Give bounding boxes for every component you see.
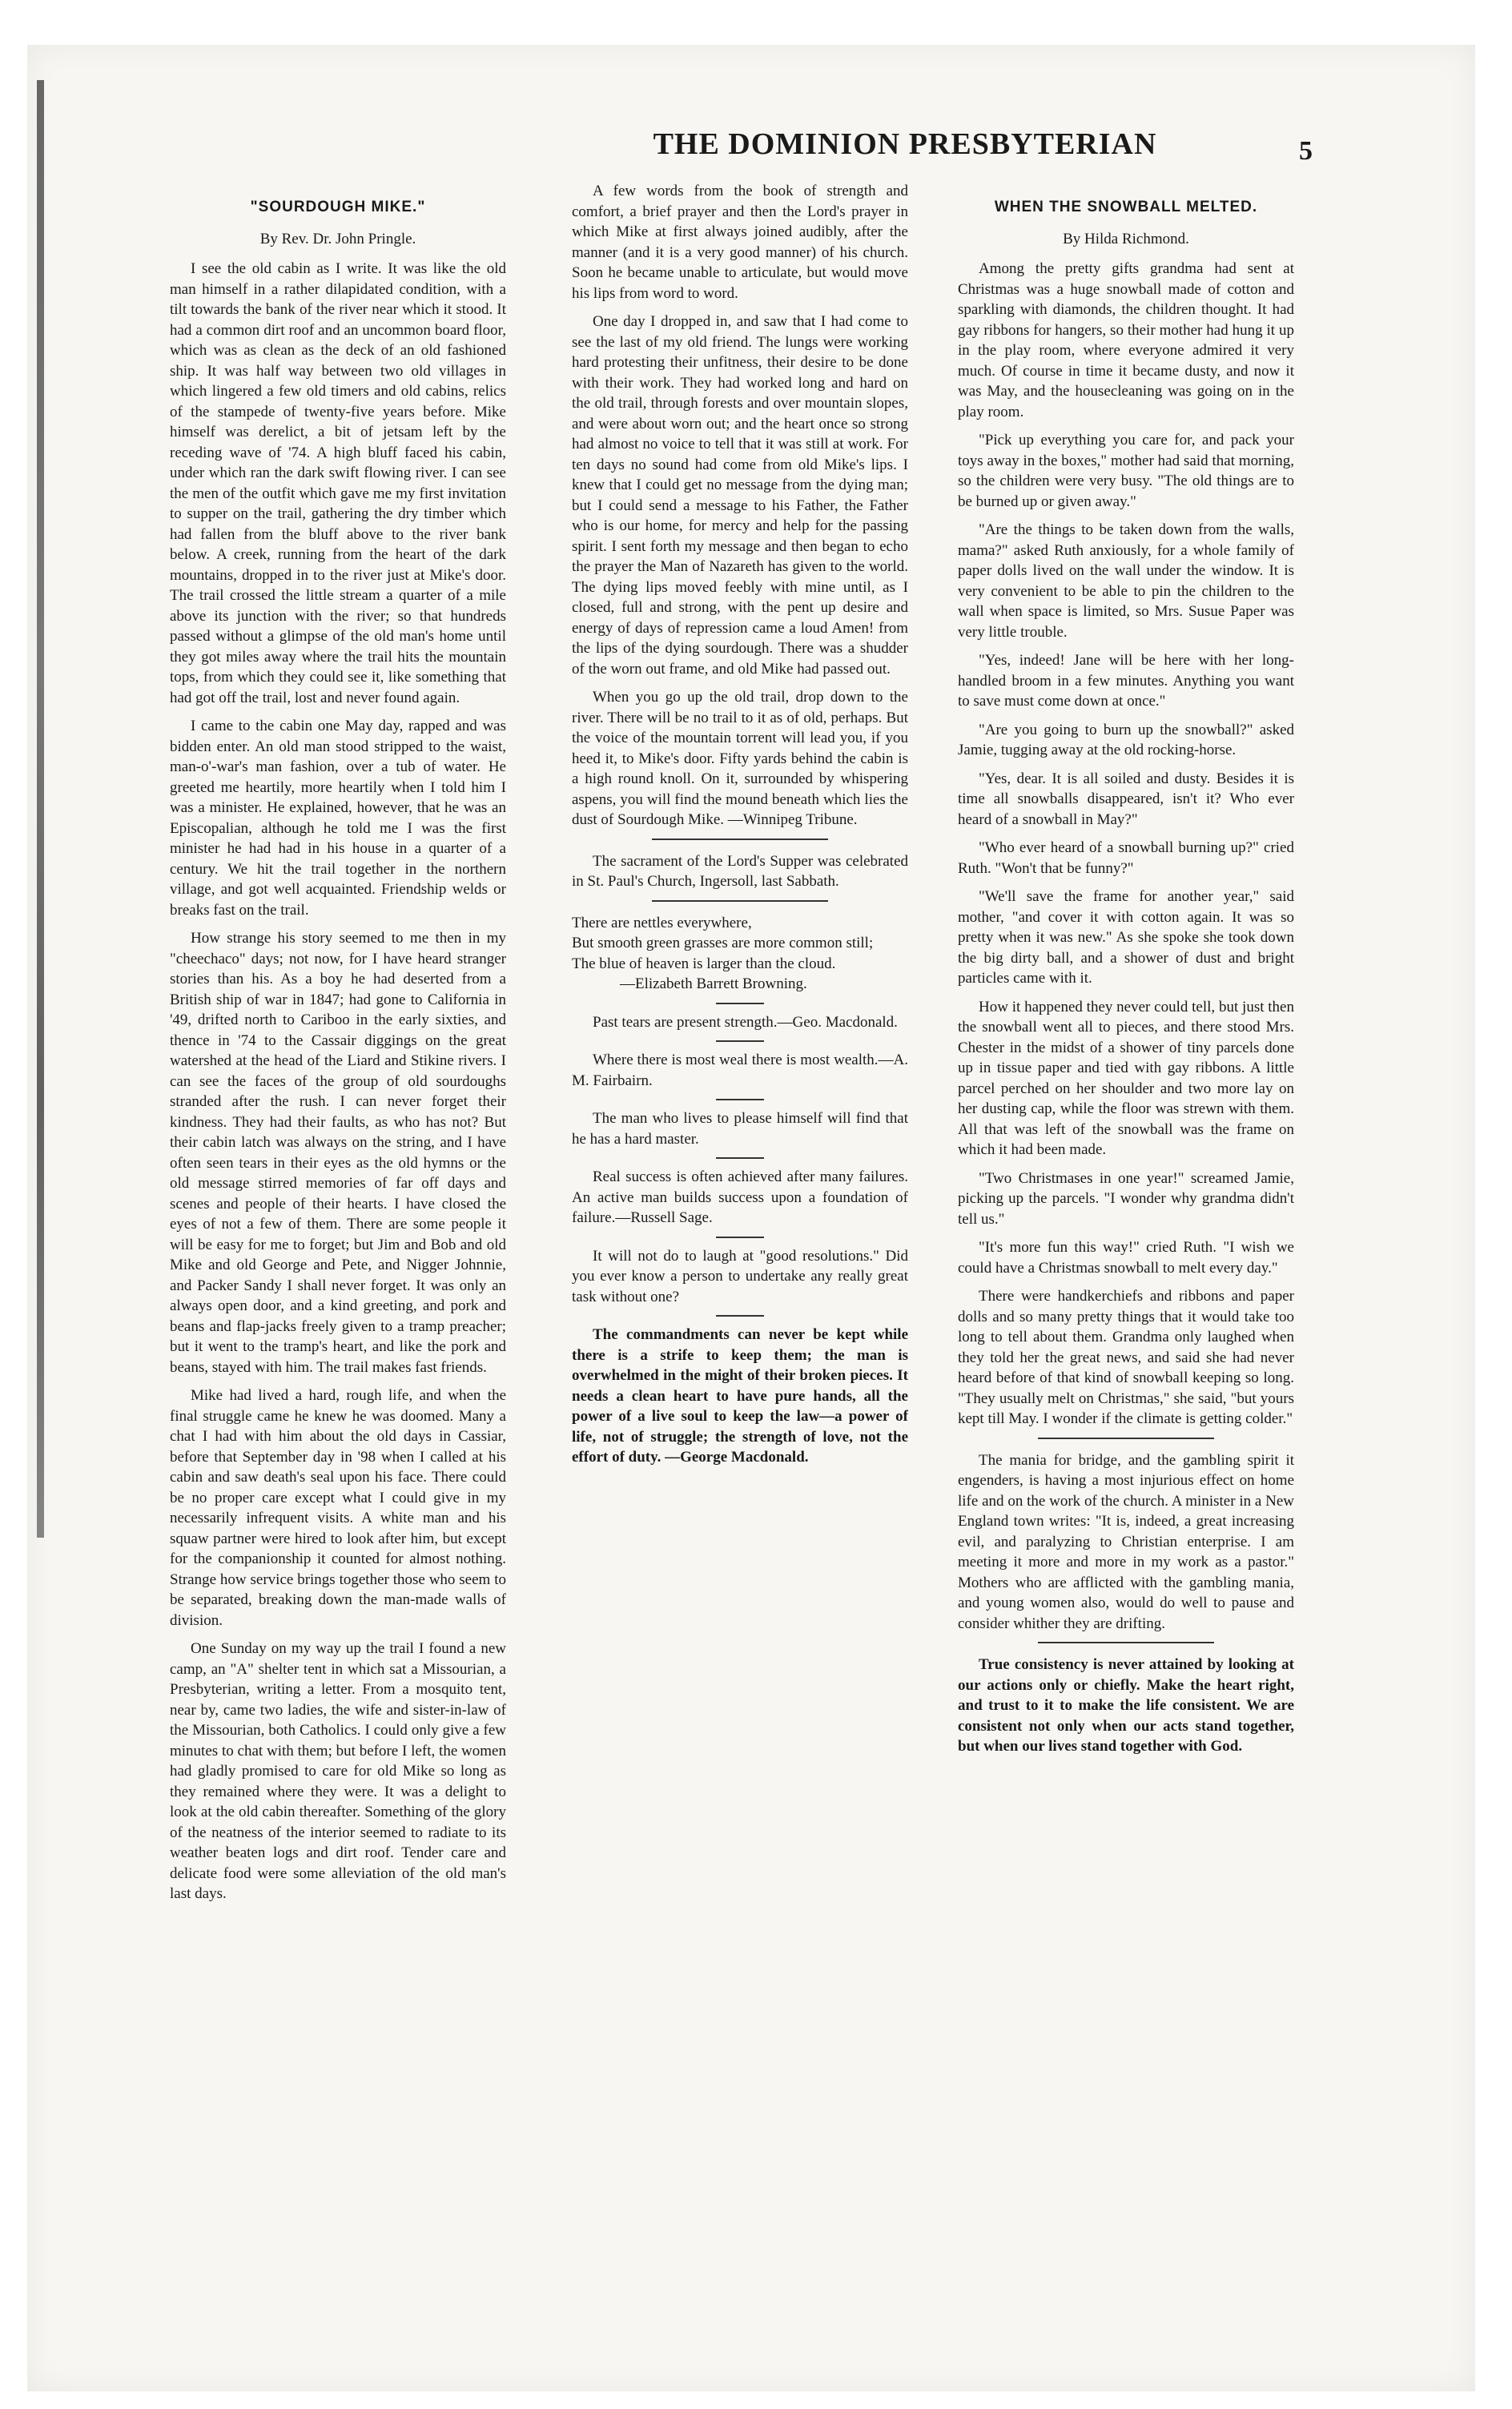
quote-item: It will not do to laugh at "good resolutions." Did you ever know a person to undertake any really great task without one? bbox=[572, 1247, 908, 1305]
column-right bbox=[958, 181, 1294, 2231]
column-middle bbox=[572, 181, 908, 2231]
section-divider bbox=[716, 1099, 764, 1100]
poem-attribution: —Elizabeth Barrett Browning. bbox=[620, 975, 807, 992]
section-divider bbox=[716, 1237, 764, 1238]
quote-item: Where there is most weal there is most wealth.—A. M. Fairbairn. bbox=[572, 1052, 908, 1089]
paragraph: "Yes, indeed! Jane will be here with her long-handled broom in a few minutes. Anything you want to save must come down at once." bbox=[958, 652, 1294, 710]
paragraph: Among the pretty gifts grandma had sent at Christmas was a huge snowball made of cotton and sparkling with diamonds, the children thought. It had gay ribbons for hangers, so their mother had hung it up in the play room, where everyone admired it very much. Of course in time it became dusty, and now it was May, and the housecleaning was going on in the play room. bbox=[958, 260, 1294, 420]
paragraph: One day I dropped in, and saw that I had come to see the last of my old friend. The lungs were working hard protesting their unfitness, their desire to be done with their work. They had worked long and hard on the old trail, through forests and over mountain slopes, and were about worn out; and the heart once so strong had almost no voice to tell that it was still at work. For ten days no sound had come from old Mike's lips. I knew that I could get no message from the dying man; but I could send a message to his Father, the Father who is our home, for mercy and help for the passing spirit. I sent forth my message and then began to echo the prayer the Man of Nazareth has given to the world. The dying lips moved feebly with mine until, as I closed, full and strong, with the pent up desire and energy of days of repression came a loud Amen! from the lips of the dying sourdough. There was a shudder of the worn out frame, and old Mike had passed out. bbox=[572, 313, 908, 678]
page-number: 5 bbox=[1299, 136, 1313, 166]
paragraph: How it happened they never could tell, but just then the snowball went all to pieces, and there stood Mrs. Chester in the midst of a shower of tiny parcels done up in tissue paper and tied with gay ribbons. A little parcel perched on her shoulder and two more lay on her dusting cap, while the floor was strewn with them. All that was left of the snowball was the frame on which it had been made. bbox=[958, 998, 1294, 1158]
news-item-consistency: True consistency is never attained by looking at our actions only or chiefly. Make the heart right, and trust to it to make the life consistent. We are consistent not only when our acts stand together, but when our lives stand together with God. bbox=[958, 1656, 1294, 1755]
paragraph: "It's more fun this way!" cried Ruth. "I wish we could have a Christmas snowball to melt every day." bbox=[958, 1239, 1294, 1277]
poem-line: But smooth green grasses are more common still; bbox=[572, 935, 874, 951]
poem-line: The blue of heaven is larger than the cloud. bbox=[572, 955, 836, 972]
paragraph: I see the old cabin as I write. It was like the old man himself in a rather dilapidated condition, with a tilt towards the bank of the river near which it stood. It had a common dirt roof and an uncommon board floor, which was as clean as the deck of an old fashioned ship. It was half way between two old villages in which lingered a few old timers and old cabins, relics of the stampede of twenty-five years before. Mike himself was derelict, a bit of jetsam left by the receding wave of '74. A high bluff faced his cabin, under which ran the dark swift flowing river. I can see the men of the outfit which gave me my first invitation to supper on the trail, gathering the dry timber which had fallen from the bluff above to the river bank below. A creek, running from the heart of the dark mountains, dropped in to the river just at Mike's door. The trail crossed the little stream a quarter of a mile above its junction with the river; so that hundreds passed without a glimpse of the old man's home until they got miles away where the trail hits the mountain tops, from which they could see it, like something that had got off the trail, lost and never found again. bbox=[170, 260, 506, 706]
paragraph: One Sunday on my way up the trail I found a new camp, an "A" shelter tent in which sat a Missourian, a Presbyterian, writing a letter. From a mosquito tent, near by, came two ladies, the wife and sister-in-law of the Missourian, both Catholics. I could only give a few minutes to chat with them; but before I left, the women had gladly promised to care for old Mike so long as they remained where they were. It was a delight to look at the old cabin thereafter. Something of the glory of the neatness of the interior seemed to radiate to its weather beaten logs and dirt roof. Tender care and delicate food were some alleviation of the old man's last days. bbox=[170, 1640, 506, 1902]
section-divider bbox=[652, 839, 828, 840]
paragraph: I came to the cabin one May day, rapped and was bidden enter. An old man stood stripped to the waist, man-o'-war's man fashion, over a tub of water. He greeted me heartily, more heartily when I told him I was a minister. He explained, however, that he was an Episcopalian, although he told me I was the first minister he had had in his house in a quarter of a century. We hit the trail together in the northern village, and got well acquainted. Friendship welds or breaks fast on the trail. bbox=[170, 718, 506, 919]
paragraph: How strange his story seemed to me then in my "cheechaco" days; not now, for I have heard stranger stories than his. As a boy he had deserted from a British ship of war in 1847; had gone to California in '49, drifted north to Cariboo in the early sixties, and thence in '74 to the Cassair diggings on the great watershed at the head of the Liard and Stikine rivers. I can see the faces of the group of old sourdoughs stranded after the rush. I can never forget their kindness. They had their faults, as who has not? But their cabin latch was always on the string, and I have often seen tears in their eyes as the old hymns or the old message stirred memories of far off days and scenes and people of their hearts. I have closed the eyes of not a few of them. There are some people it will be easy for me to forget; but Jim and Bob and old Mike and old George and Pete, and Nigger Johnnie, and Packer Sandy I shall never forget. It was only an always open door, and a kind greeting, and pork and beans and flap-jacks freely given to a tramp preacher; but it went to the tramp's heart, and like the pork and beans, stayed with him. The trail makes fast friends. bbox=[170, 930, 506, 1376]
article-byline: By Rev. Dr. John Pringle. bbox=[259, 230, 416, 247]
section-divider bbox=[716, 1040, 764, 1042]
paragraph: When you go up the old trail, drop down to the river. There will be no trail to it as of old, perhaps. But the voice of the mountain torrent will lead you, if you heed it, to Mike's door. Fifty yards behind the cabin is a high round knoll. On it, surrounded by whispering aspens, you will find the mound beneath which lies the dust of Sourdough Mike. —Winnipeg Tribune. bbox=[572, 689, 908, 828]
quote-item: The man who lives to please himself will find that he has a hard master. bbox=[572, 1110, 908, 1148]
article-title-snowball: WHEN THE SNOWBALL MELTED. bbox=[994, 199, 1258, 215]
paragraph: "Who ever heard of a snowball burning up?" cried Ruth. "Won't that be funny?" bbox=[958, 839, 1294, 877]
section-divider bbox=[716, 1157, 764, 1159]
paragraph: There were handkerchiefs and ribbons and paper dolls and so many pretty things that it would take too long to tell about them. Grandma only laughed when they told her the great news, and said she had never heard before of that kind of snowball keeping so long. "They usually melt on Christmas," she said, "but yours kept till May. I wonder if the climate is getting colder." bbox=[958, 1288, 1294, 1427]
paragraph: "Pick up everything you care for, and pack your toys away in the boxes," mother had said that morning, so the children were very busy. "The old things are to be burned up or given away." bbox=[958, 432, 1294, 510]
section-divider bbox=[1038, 1438, 1214, 1439]
article-title-sourdough-mike: "SOURDOUGH MIKE." bbox=[250, 199, 426, 215]
news-item-sacrament: The sacrament of the Lord's Supper was celebrated in St. Paul's Church, Ingersoll, last Sabbath. bbox=[572, 852, 908, 890]
quote-item: Real success is often achieved after many failures. An active man builds success upon a foundation of failure.—Russell Sage. bbox=[572, 1168, 908, 1226]
paragraph: "Are you going to burn up the snowball?" asked Jamie, tugging away at the old rocking-horse. bbox=[958, 721, 1294, 758]
paragraph: Mike had lived a hard, rough life, and when the final struggle came he knew he was doomed. Many a chat I had with him about the old days in Cassiar, before that September day in '98 when I called at his cabin and saw death's seal upon his face. There could be no proper care except what I could give in my necessarily infrequent visits. A white man and his squaw partner were hired to look after him, but except for the companionship it counted for almost nothing. Strange how service brings together those who seem to be separated, breaking down the man-made walls of division. bbox=[170, 1387, 506, 1629]
quote-item-commandments: The commandments can never be kept while there is a strife to keep them; the man is overwhelmed in the might of their broken pieces. It needs a clean heart to have pure hands, all the power of a live soul to keep the law—a power of life, not of struggle; the strength of love, not the effort of duty. —George Macdonald. bbox=[572, 1326, 908, 1466]
column-left bbox=[170, 181, 506, 2231]
paragraph: "Two Christmases in one year!" screamed Jamie, picking up the parcels. "I wonder why grandma didn't tell us." bbox=[958, 1169, 1294, 1228]
page-binding-edge bbox=[37, 80, 44, 1538]
article-byline: By Hilda Richmond. bbox=[1063, 230, 1189, 247]
poem-line: There are nettles everywhere, bbox=[572, 914, 752, 931]
section-divider bbox=[652, 900, 828, 902]
paragraph: "We'll save the frame for another year," said mother, "and cover it with cotton again. It was so pretty when it was new." As she spoke she took down the big dirty ball, and a shower of dust and bright particles came with it. bbox=[958, 888, 1294, 987]
paragraph: A few words from the book of strength and comfort, a brief prayer and then the Lord's prayer in which Mike at first always joined audibly, after the manner (and it is a very good manner) of his church. Soon he became unable to articulate, but would move his lips from word to word. bbox=[572, 183, 908, 302]
section-divider bbox=[1038, 1642, 1214, 1643]
news-item-bridge: The mania for bridge, and the gambling spirit it engenders, is having a most injurious effect on home life and on the work of the church. A minister in a New England town writes: "It is, indeed, a great increasing evil, and paralyzing to Christian enterprise. I am meeting it more and more in my work as a pastor." Mothers who are afflicted with the gambling mania, and young women also, would do well to pause and consider whither they are drifting. bbox=[958, 1451, 1294, 1632]
section-divider bbox=[716, 1315, 764, 1317]
paragraph: "Yes, dear. It is all soiled and dusty. Besides it is time all snowballs disappeared, isn't it? Who ever heard of a snowball in May?" bbox=[958, 770, 1294, 828]
section-divider bbox=[716, 1003, 764, 1004]
paragraph: "Are the things to be taken down from the walls, mama?" asked Ruth anxiously, for a whole family of paper dolls lived on the wall under the window. It is very convenient to be able to pin the children to the wall when space is limited, so Mrs. Susue Paper was very little trouble. bbox=[958, 521, 1294, 641]
poem-quote bbox=[572, 913, 908, 995]
quote-item: Past tears are present strength.—Geo. Macdonald. bbox=[593, 1013, 898, 1031]
page-header-title: THE DOMINION PRESBYTERIAN bbox=[653, 127, 1157, 161]
